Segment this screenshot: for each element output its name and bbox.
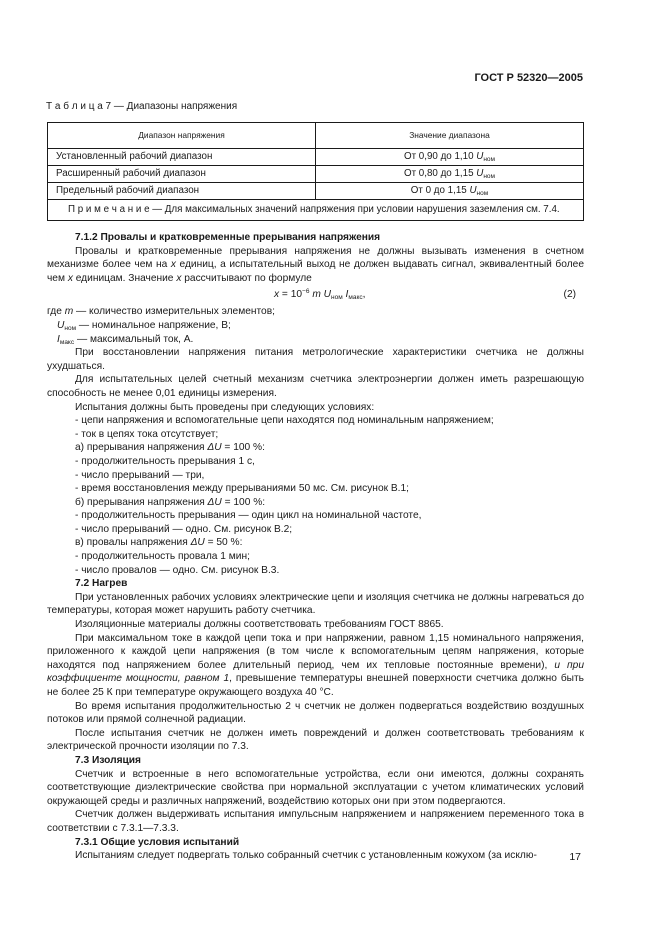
section-heading-7-3: 7.3 Изоляция [75, 754, 141, 766]
range-name: Установленный рабочий диапазон [48, 149, 316, 166]
formula-2 [47, 287, 584, 304]
where-u: $U_{ном}$ — номинальное напряжение, В; [57, 319, 231, 332]
paragraph: Счетчик и встроенные в него вспомогательные устройства, если они имеются, должны сохранять соответствующие диэлектрические свойства при нормальной эксплуатации с учетом климатических условий окружающей среды и различных напряжений, воздействию которых они при этом подвергаются. [47, 768, 584, 807]
list-item: - продолжительность провала 1 мин; [75, 551, 250, 563]
table-row [48, 166, 584, 183]
paragraph: Испытания должны быть проведены при следующих условиях: [75, 401, 375, 413]
list-item: б) прерывания напряжения ΔU = 100 %: [75, 496, 266, 508]
header-range: Диапазон напряжения [48, 123, 316, 149]
list-item: - число провалов — одно. См. рисунок В.3. [75, 564, 280, 576]
paragraph: Изоляционные материалы должны соответствовать требованиям ГОСТ 8865. [75, 619, 444, 631]
voltage-range-table [47, 122, 584, 221]
paragraph: При установленных рабочих условиях электрические цепи и изоляция счетчика не должны нагреваться до температуры, которая может нарушить работу счетчика. [47, 591, 584, 617]
list-item: - ток в цепях тока отсутствует; [75, 428, 219, 440]
range-value: От 0 до 1,15 $U_{ном}$ [316, 183, 584, 200]
list-item: - продолжительность прерывания — один цикл на номинальной частоте, [75, 510, 422, 522]
table-row [48, 149, 584, 166]
header-value: Значение диапазона [316, 123, 584, 149]
list-item: - число прерываний — одно. См. рисунок В.2; [75, 523, 293, 535]
list-item: - продолжительность прерывания 1 с, [75, 455, 255, 467]
where-m: где m — количество измерительных элементов; [47, 306, 275, 318]
paragraph: Счетчик должен выдерживать испытания импульсным напряжением и напряжением переменного тока в соответствии с 7.3.1—7.3.3. [47, 809, 584, 834]
range-value: От 0,80 до 1,15 $U_{ном}$ [316, 166, 584, 183]
paragraph: После испытания счетчик не должен иметь повреждений и должен соответствовать требованиям к электрической прочности изоляции по 7.3. [47, 727, 584, 753]
range-name: Предельный рабочий диапазон [48, 183, 316, 200]
paragraph: При восстановлении напряжения питания метрологические характеристики счетчика не должны ухудшаться. [47, 347, 584, 372]
table-note-row [48, 200, 584, 221]
table-note: П р и м е ч а н и е — Для максимальных значений напряжения при условии нарушения заземления см. 7.4. [48, 200, 584, 221]
formula-number: (2) [563, 289, 576, 301]
page-number: 17 [569, 851, 581, 863]
document-body [47, 231, 584, 863]
range-value: От 0,90 до 1,10 $U_{ном}$ [316, 149, 584, 166]
table-row [48, 183, 584, 200]
paragraph: При максимальном токе в каждой цепи тока и при напряжении, равном 1,15 номинального напряжения, приложенного к каждой цепи напряжения (в том числе к вспомогательным цепям напряжения, которые находятся под напряжением более длительный период, чем их тепловые постоянные времени), и при коэффициенте мощности, равном 1, превышение температуры внешней поверхности счетчика должно быть не более 25 К при температуре окружающего воздуха 40 °С. [47, 632, 584, 698]
list-item: - цепи напряжения и вспомогательные цепи находятся под номинальным напряжением; [75, 415, 494, 427]
range-name: Расширенный рабочий диапазон [48, 166, 316, 183]
paragraph: Провалы и кратковременные прерывания напряжения не должны вызывать изменения в счетном механизме более чем на x единиц, а испытательный выход не должен выдавать сигнал, эквивалентный более чем x единицам. Значение x рассчитывают по формуле [47, 245, 584, 284]
table-header-row [48, 123, 584, 149]
document-header: ГОСТ Р 52320—2005 [474, 72, 583, 84]
paragraph: Во время испытания продолжительностью 2 ч счетчик не должен подвергаться воздействию воздушных потоков или прямой солнечной радиации. [47, 700, 584, 726]
list-item: а) прерывания напряжения ΔU = 100 %: [75, 442, 265, 454]
paragraph: Испытаниям следует подвергать только собранный счетчик с установленным кожухом (за исклю- [75, 850, 537, 862]
section-heading-7-1-2: 7.1.2 Провалы и кратковременные прерывания напряжения [75, 232, 381, 243]
section-heading-7-3-1: 7.3.1 Общие условия испытаний [75, 836, 240, 848]
list-item: в) провалы напряжения ΔU = 50 %: [75, 537, 243, 549]
section-heading-7-2: 7.2 Нагрев [75, 578, 128, 590]
table-caption: Т а б л и ц а 7 — Диапазоны напряжения [46, 101, 238, 112]
list-item: - время восстановления между прерываниями 50 мс. См. рисунок В.1; [75, 483, 410, 495]
list-item: - число прерываний — три, [75, 469, 205, 481]
formula-expression: $x = 10^{-6}$ m $U_{ном}$ $I_{макс}$, [274, 288, 366, 302]
where-i: $I_{макс}$ — максимальный ток, А. [57, 333, 194, 346]
paragraph: Для испытательных целей счетный механизм счетчика электроэнергии должен иметь разрешающую способность не менее 0,01 единицы измерения. [47, 374, 584, 399]
